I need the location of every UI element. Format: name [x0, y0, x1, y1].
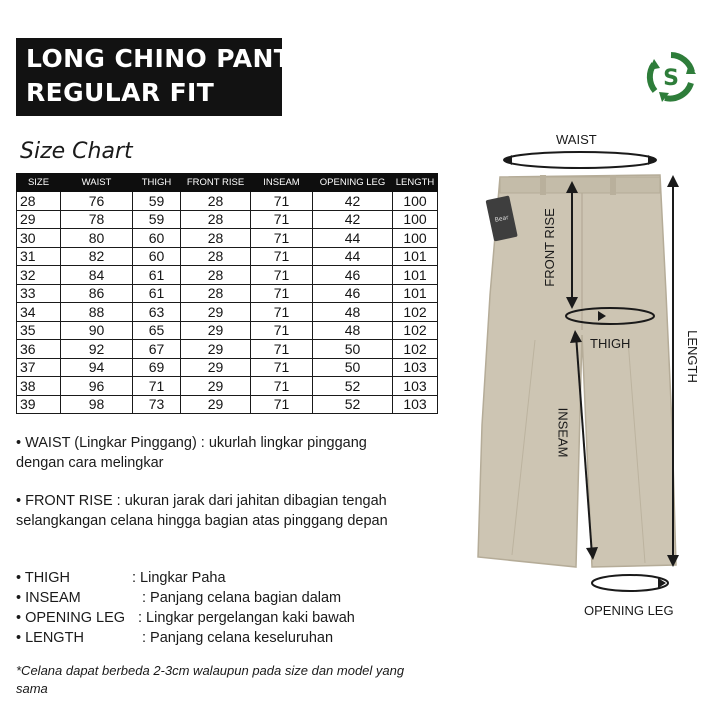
table-row	[17, 358, 438, 377]
table-cell: 84	[61, 266, 133, 285]
definition-term: • INSEAM	[16, 590, 81, 606]
table-cell: 100	[393, 210, 438, 229]
table-cell: 103	[393, 377, 438, 396]
footnote: *Celana dapat berbeda 2-3cm walaupun pada size dan model yang sama	[16, 663, 405, 696]
definition-term: • LENGTH	[16, 630, 84, 646]
table-cell: 71	[133, 377, 181, 396]
table-cell: 42	[313, 210, 393, 229]
table-row	[17, 229, 438, 248]
table-cell: 59	[133, 192, 181, 211]
product-title-line1: LONG CHINO PANTS	[26, 44, 310, 73]
table-cell: 103	[393, 358, 438, 377]
table-cell: 71	[251, 284, 313, 303]
table-cell: 103	[393, 395, 438, 414]
table-cell: 61	[133, 266, 181, 285]
table-row	[17, 284, 438, 303]
table-header-row	[17, 174, 438, 192]
table-cell: 35	[17, 321, 61, 340]
column-header: OPENING LEG	[313, 174, 393, 192]
table-cell: 36	[17, 340, 61, 359]
table-cell: 63	[133, 303, 181, 322]
label-thigh: THIGH	[590, 336, 631, 351]
definition-term: • OPENING LEG	[16, 610, 126, 626]
table-cell: 29	[181, 340, 251, 359]
table-cell: 34	[17, 303, 61, 322]
table-cell: 50	[313, 358, 393, 377]
table-cell: 102	[393, 303, 438, 322]
table-row	[17, 266, 438, 285]
column-header: SIZE	[17, 174, 61, 192]
table-cell: 37	[17, 358, 61, 377]
table-cell: 28	[181, 192, 251, 211]
table-cell: 71	[251, 210, 313, 229]
table-cell: 29	[181, 358, 251, 377]
table-body	[17, 192, 438, 414]
hang-tag-text: Bear	[494, 214, 510, 224]
table-cell: 46	[313, 266, 393, 285]
note-front-rise: • FRONT RISE : ukuran jarak dari jahitan dibagian tengah selangkangan celana hingga bagian atas pinggang depan	[16, 493, 388, 529]
table-cell: 76	[61, 192, 133, 211]
size-chart-heading: Size Chart	[20, 139, 133, 164]
recycle-s-logo-icon	[645, 51, 697, 103]
table-cell: 82	[61, 247, 133, 266]
table-row	[17, 303, 438, 322]
table-cell: 101	[393, 266, 438, 285]
table-cell: 71	[251, 192, 313, 211]
table-cell: 28	[181, 210, 251, 229]
length-arrow	[667, 175, 679, 187]
table-cell: 102	[393, 321, 438, 340]
table-cell: 48	[313, 321, 393, 340]
note-waist: • WAIST (Lingkar Pinggang) : ukurlah lingkar pinggang dengan cara melingkar	[16, 435, 367, 471]
table-cell: 100	[393, 192, 438, 211]
table-cell: 101	[393, 247, 438, 266]
label-inseam: INSEAM	[555, 407, 571, 458]
table-cell: 59	[133, 210, 181, 229]
table-cell: 29	[17, 210, 61, 229]
table-cell: 65	[133, 321, 181, 340]
table-cell: 100	[393, 229, 438, 248]
table-row	[17, 210, 438, 229]
opening-leg-measure-ellipse	[592, 575, 668, 591]
table-cell: 29	[181, 377, 251, 396]
table-cell: 94	[61, 358, 133, 377]
table-cell: 42	[313, 192, 393, 211]
label-opening-leg: OPENING LEG	[584, 603, 674, 618]
table-cell: 102	[393, 340, 438, 359]
table-cell: 28	[181, 247, 251, 266]
table-cell: 39	[17, 395, 61, 414]
column-header: FRONT RISE	[181, 174, 251, 192]
table-cell: 28	[17, 192, 61, 211]
table-row	[17, 321, 438, 340]
label-waist: WAIST	[556, 132, 597, 147]
table-cell: 69	[133, 358, 181, 377]
table-cell: 71	[251, 340, 313, 359]
label-length: LENGTH	[684, 330, 700, 383]
table-cell: 60	[133, 229, 181, 248]
table-row	[17, 395, 438, 414]
table-cell: 71	[251, 377, 313, 396]
table-cell: 48	[313, 303, 393, 322]
table-cell: 86	[61, 284, 133, 303]
table-cell: 46	[313, 284, 393, 303]
waistband	[500, 177, 660, 193]
table-cell: 71	[251, 303, 313, 322]
table-cell: 29	[181, 395, 251, 414]
table-cell: 78	[61, 210, 133, 229]
table-cell: 71	[251, 266, 313, 285]
table-cell: 90	[61, 321, 133, 340]
table-cell: 101	[393, 284, 438, 303]
table-cell: 50	[313, 340, 393, 359]
table-cell: 29	[181, 321, 251, 340]
table-cell: 96	[61, 377, 133, 396]
definition-desc: : Lingkar pergelangan kaki bawah	[138, 610, 355, 626]
table-cell: 92	[61, 340, 133, 359]
table-cell: 28	[181, 229, 251, 248]
table-cell: 52	[313, 377, 393, 396]
belt-loop	[540, 175, 546, 195]
table-cell: 71	[251, 247, 313, 266]
table-cell: 71	[251, 229, 313, 248]
table-cell: 80	[61, 229, 133, 248]
title-banner	[16, 38, 310, 116]
table-cell: 98	[61, 395, 133, 414]
definition-term: • THIGH	[16, 570, 70, 586]
table-cell: 73	[133, 395, 181, 414]
table-cell: 60	[133, 247, 181, 266]
belt-loop	[610, 175, 616, 195]
table-cell: 71	[251, 321, 313, 340]
table-cell: 71	[251, 358, 313, 377]
table-cell: 33	[17, 284, 61, 303]
table-cell: 28	[181, 266, 251, 285]
column-header: INSEAM	[251, 174, 313, 192]
table-row	[17, 377, 438, 396]
table-row	[17, 192, 438, 211]
table-cell: 88	[61, 303, 133, 322]
logo-letter: S	[663, 66, 679, 91]
definition-desc: : Panjang celana keseluruhan	[142, 630, 334, 646]
table-cell: 61	[133, 284, 181, 303]
table-cell: 38	[17, 377, 61, 396]
table-cell: 44	[313, 229, 393, 248]
table-row	[17, 247, 438, 266]
label-front-rise: FRONT RISE	[541, 208, 557, 287]
column-header: WAIST	[61, 174, 133, 192]
definition-desc: : Panjang celana bagian dalam	[142, 590, 342, 606]
table-cell: 52	[313, 395, 393, 414]
table-cell: 71	[251, 395, 313, 414]
table-cell: 29	[181, 303, 251, 322]
table-cell: 28	[181, 284, 251, 303]
table-row	[17, 340, 438, 359]
column-header: LENGTH	[393, 174, 438, 192]
waist-measure-ellipse	[504, 152, 656, 168]
table-cell: 30	[17, 229, 61, 248]
table-cell: 44	[313, 247, 393, 266]
product-title-line2: REGULAR FIT	[26, 78, 215, 107]
column-header: THIGH	[133, 174, 181, 192]
size-table	[16, 173, 438, 414]
table-cell: 32	[17, 266, 61, 285]
definition-desc: : Lingkar Paha	[132, 570, 226, 586]
table-cell: 67	[133, 340, 181, 359]
table-cell: 31	[17, 247, 61, 266]
